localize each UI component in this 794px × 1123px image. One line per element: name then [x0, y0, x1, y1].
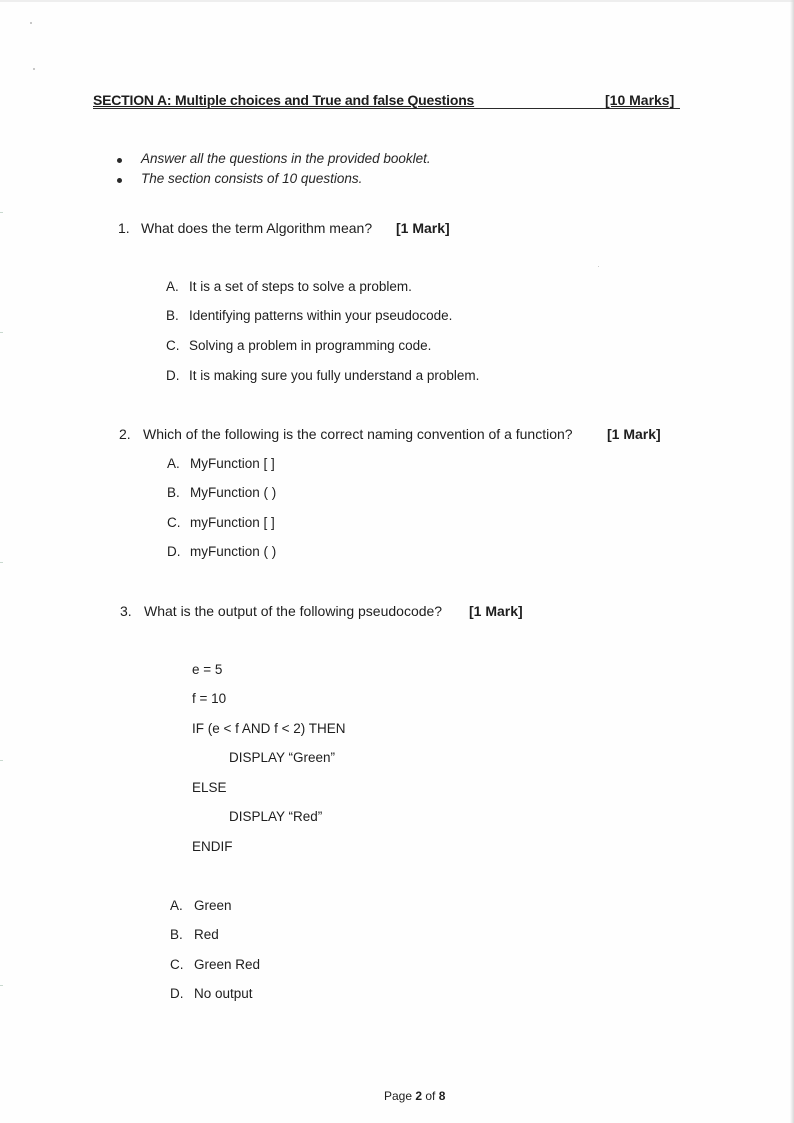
- instruction-item: Answer all the questions in the provided booklet.: [141, 151, 431, 166]
- section-title: SECTION A: Multiple choices and True and false Questions: [93, 92, 475, 108]
- option-text: Red: [194, 927, 219, 942]
- page-number-middle: of: [422, 1089, 439, 1103]
- option-text: myFunction [ ]: [190, 515, 275, 530]
- bullet-icon: [117, 158, 122, 163]
- option-letter: B.: [170, 927, 183, 942]
- section-header-rule: [93, 108, 680, 109]
- option-letter: A.: [166, 279, 179, 294]
- scan-margin-mark: [0, 760, 3, 761]
- question-number: 2.: [119, 426, 131, 442]
- option-text: It is a set of steps to solve a problem.: [189, 279, 412, 294]
- instruction-item: The section consists of 10 questions.: [141, 171, 363, 186]
- pseudocode-line: DISPLAY “Red”: [229, 809, 323, 824]
- question-marks: [1 Mark]: [396, 220, 450, 236]
- question-marks: [1 Mark]: [469, 603, 523, 619]
- question-number: 1.: [118, 220, 130, 236]
- option-text: Solving a problem in programming code.: [189, 338, 432, 353]
- question-text: What is the output of the following pseudocode?: [144, 603, 443, 619]
- option-letter: C.: [167, 515, 181, 530]
- scan-margin-mark: [0, 332, 3, 333]
- option-letter: C.: [170, 957, 184, 972]
- page-right-edge: [790, 0, 794, 1123]
- section-marks: [10 Marks]: [605, 92, 675, 108]
- option-text: myFunction ( ): [190, 544, 277, 559]
- scan-margin-mark: [0, 985, 3, 986]
- bullet-icon: [117, 178, 122, 183]
- page-number-prefix: Page: [384, 1089, 416, 1103]
- option-letter: D.: [166, 368, 180, 383]
- pseudocode-line: ENDIF: [192, 839, 233, 854]
- pseudocode-line: DISPLAY “Green”: [229, 750, 336, 765]
- option-letter: A.: [170, 898, 183, 913]
- option-text: MyFunction [ ]: [190, 456, 275, 471]
- question-text: Which of the following is the correct naming convention of a function?: [143, 426, 573, 442]
- scan-margin-mark: [0, 212, 3, 213]
- scan-margin-mark: [0, 562, 3, 563]
- scan-speck: [598, 266, 599, 267]
- question-text: What does the term Algorithm mean?: [141, 220, 373, 236]
- pseudocode-line: ELSE: [192, 780, 227, 795]
- option-text: Green: [194, 898, 232, 913]
- option-text: Identifying patterns within your pseudocode.: [189, 308, 453, 323]
- page-top-edge: [0, 0, 794, 2]
- scan-speck: [30, 22, 32, 24]
- pseudocode-line: f = 10: [192, 691, 227, 706]
- pseudocode-line: IF (e < f AND f < 2) THEN: [192, 721, 346, 736]
- option-letter: A.: [167, 456, 180, 471]
- page-number-total: 8: [438, 1089, 446, 1103]
- option-letter: D.: [170, 986, 184, 1001]
- option-text: Green Red: [194, 957, 261, 972]
- option-text: It is making sure you fully understand a problem.: [189, 368, 480, 383]
- pseudocode-line: e = 5: [192, 662, 223, 677]
- page-number-current: 2: [415, 1089, 423, 1103]
- option-letter: B.: [166, 308, 179, 323]
- option-letter: B.: [167, 485, 180, 500]
- option-text: No output: [194, 986, 253, 1001]
- question-marks: [1 Mark]: [607, 426, 661, 442]
- question-number: 3.: [120, 603, 132, 619]
- option-letter: C.: [166, 338, 180, 353]
- page-number: [384, 1089, 445, 1103]
- option-text: MyFunction ( ): [190, 485, 277, 500]
- option-letter: D.: [167, 544, 181, 559]
- scan-speck: [33, 68, 35, 70]
